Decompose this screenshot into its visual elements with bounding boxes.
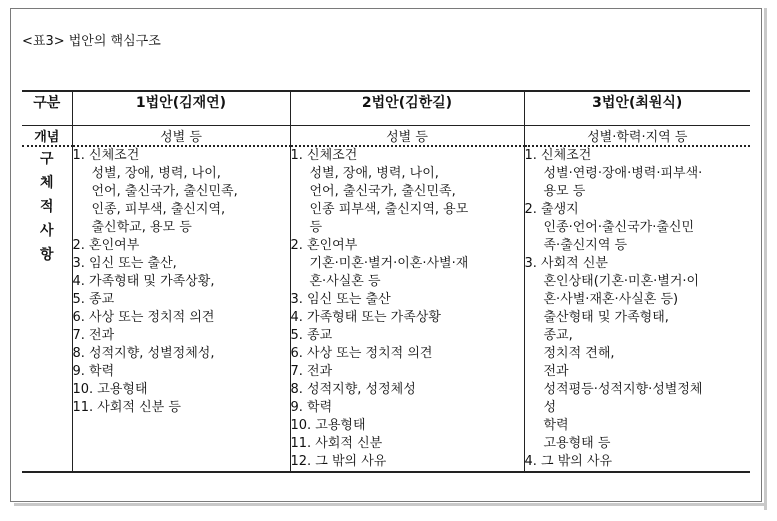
details-label-char: 항	[39, 247, 54, 263]
detail-line: 2. 혼인여부	[290, 238, 358, 253]
definition-bill2: 성별 등	[290, 126, 524, 147]
detail-line: 4. 가족형태 또는 가족상황	[290, 310, 441, 325]
detail-line: 7. 전과	[72, 328, 115, 343]
details-row	[22, 146, 750, 472]
detail-line: 11. 사회적 신분	[290, 436, 383, 451]
detail-line: 1. 신체조건	[524, 148, 592, 163]
detail-line: 3. 임신 또는 출산,	[72, 256, 177, 271]
column-header-bill1: 1법안(김재연)	[72, 91, 290, 126]
details-label-char: 적	[39, 199, 54, 215]
frame-shadow-bottom	[14, 503, 766, 506]
detail-line: 성적평등·성적지향·성별정체	[543, 382, 703, 397]
header-row	[22, 91, 750, 126]
details-bill2	[290, 146, 524, 472]
detail-line: 1. 신체조건	[290, 148, 358, 163]
detail-line: 용모 등	[543, 184, 586, 199]
detail-line: 종교,	[543, 328, 573, 343]
detail-line: 인종·언어·출신국가·출신민	[543, 220, 695, 235]
detail-line: 인종, 피부색, 출신지역,	[91, 202, 226, 217]
detail-line: 9. 학력	[72, 364, 115, 379]
definition-row	[22, 126, 750, 147]
detail-line: 3. 사회적 신분	[524, 256, 608, 271]
detail-line: 출산형태 및 가족형태,	[543, 310, 669, 325]
detail-line: 8. 성적지향, 성정체성	[290, 382, 416, 397]
details-label-char: 구	[39, 151, 54, 167]
detail-line: 6. 사상 또는 정치적 의견	[72, 310, 215, 325]
detail-line: 1. 신체조건	[72, 148, 140, 163]
detail-line: 9. 학력	[290, 400, 333, 415]
detail-line: 6. 사상 또는 정치적 의견	[290, 346, 433, 361]
detail-line: 10. 고용형태	[290, 418, 366, 433]
detail-line: 족·출신지역 등	[543, 238, 628, 253]
detail-line: 7. 전과	[290, 364, 333, 379]
detail-line: 기혼·미혼·별거·이혼·사별·재	[309, 256, 469, 271]
detail-line: 3. 임신 또는 출산	[290, 292, 391, 307]
corner-header: 구분	[22, 91, 72, 126]
detail-line: 10. 고용형태	[72, 382, 148, 397]
definition-bill3: 성별·학력·지역 등	[524, 126, 750, 147]
detail-line: 4. 그 밖의 사유	[524, 454, 613, 469]
detail-line: 성	[543, 400, 557, 415]
detail-line: 5. 종교	[290, 328, 333, 343]
detail-line: 정치적 견해,	[543, 346, 615, 361]
bill-comparison-table	[22, 90, 750, 473]
detail-line: 언어, 출신국가, 출신민족,	[309, 184, 456, 199]
detail-line: 성별·연령·장애·병력·피부색·	[543, 166, 703, 181]
definition-label: 개념	[22, 126, 72, 147]
details-bill1	[72, 146, 290, 472]
definition-bill1: 성별 등	[72, 126, 290, 147]
column-header-bill3: 3법안(최원식)	[524, 91, 750, 126]
detail-line: 11. 사회적 신분 등	[72, 400, 181, 415]
detail-line: 8. 성적지향, 성별정체성,	[72, 346, 215, 361]
detail-line: 등	[309, 220, 323, 235]
detail-line: 출신학교, 용모 등	[91, 220, 192, 235]
details-label	[22, 146, 72, 472]
detail-line: 학력	[543, 418, 569, 433]
table-caption: <표3> 법안의 핵심구조	[22, 34, 161, 49]
detail-line: 혼·사별·재혼·사실혼 등)	[543, 292, 679, 307]
details-label-char: 사	[39, 223, 54, 239]
detail-line: 고용형태 등	[543, 436, 611, 451]
detail-line: 2. 출생지	[524, 202, 579, 217]
detail-line: 12. 그 밖의 사유	[290, 454, 387, 469]
detail-line: 5. 종교	[72, 292, 115, 307]
detail-line: 4. 가족형태 및 가족상황,	[72, 274, 215, 289]
details-bill3	[524, 146, 750, 472]
detail-line: 전과	[543, 364, 569, 379]
column-header-bill2: 2법안(김한길)	[290, 91, 524, 126]
detail-line: 언어, 출신국가, 출신민족,	[91, 184, 238, 199]
detail-line: 인종 피부색, 출신지역, 용모	[309, 202, 469, 217]
detail-line: 혼인상태(기혼·미혼·별거·이	[543, 274, 700, 289]
detail-line: 2. 혼인여부	[72, 238, 140, 253]
detail-line: 혼·사실혼 등	[309, 274, 381, 289]
detail-line: 성별, 장애, 병력, 나이,	[91, 166, 221, 181]
frame-shadow-right	[764, 8, 767, 510]
detail-line: 성별, 장애, 병력, 나이,	[309, 166, 439, 181]
details-label-char: 체	[39, 175, 54, 191]
